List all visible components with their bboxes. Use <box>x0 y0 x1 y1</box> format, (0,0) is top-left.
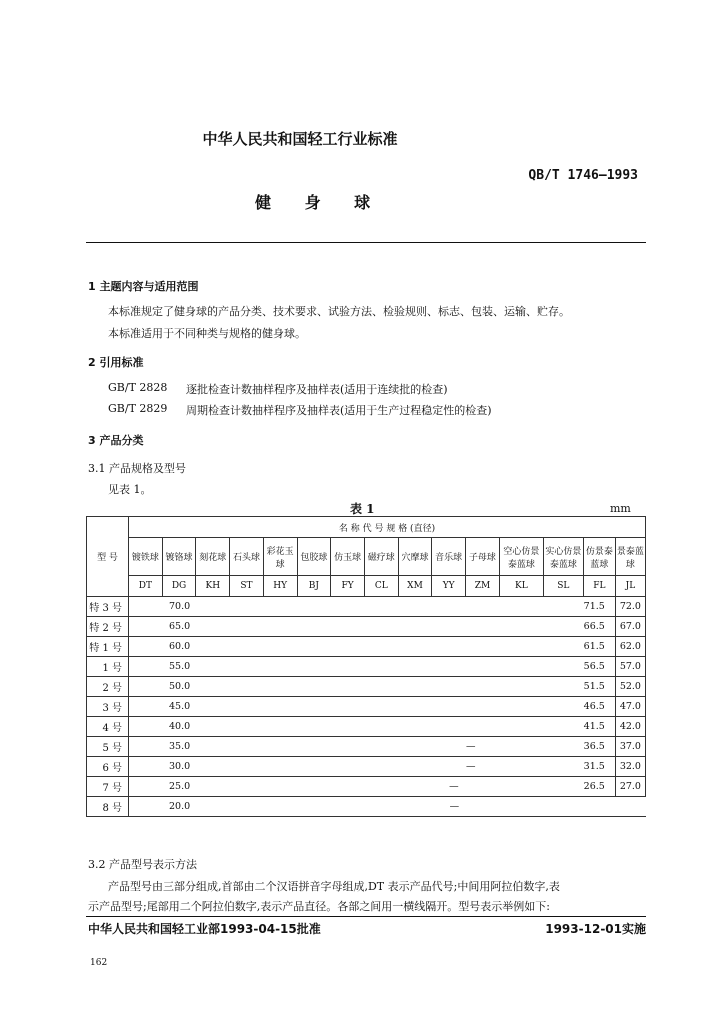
type-cell: 6 号 <box>87 757 129 777</box>
section-3-1-text: 见表 1。 <box>108 483 152 496</box>
not-applicable-cell: — <box>263 797 645 817</box>
table-row <box>87 637 646 657</box>
code-header: KL <box>499 576 543 597</box>
table-row <box>87 697 646 717</box>
sl-diameter-cell: 71.5 <box>543 597 615 617</box>
name-header: 磁疗球 <box>364 538 398 576</box>
jl-diameter-cell: 42.0 <box>615 717 645 737</box>
diameter-cell: 60.0 <box>129 637 544 657</box>
table-row <box>87 777 646 797</box>
sl-diameter-cell: 41.5 <box>543 717 615 737</box>
table-row <box>87 717 646 737</box>
diameter-cell: 65.0 <box>129 617 544 637</box>
name-header: 穴摩球 <box>398 538 432 576</box>
reference-title: 周期检查计数抽样程序及抽样表(适用于生产过程稳定性的检查) <box>186 404 492 417</box>
reference-code: GB/T 2828 <box>108 381 168 394</box>
name-header: 空心仿景泰蓝球 <box>499 538 543 576</box>
table-row <box>87 617 646 637</box>
section-3-heading: 3 产品分类 <box>88 434 144 447</box>
code-header: JL <box>615 576 645 597</box>
code-header: HY <box>263 576 297 597</box>
code-header: DG <box>162 576 196 597</box>
name-header: 子母球 <box>466 538 500 576</box>
section-1-line: 本标准规定了健身球的产品分类、技术要求、试验方法、检验规则、标志、包装、运输、贮存。 <box>108 305 570 318</box>
code-header: YY <box>432 576 466 597</box>
sl-diameter-cell: 31.5 <box>543 757 615 777</box>
code-header: BJ <box>297 576 331 597</box>
product-name: 健 身 球 <box>255 193 385 212</box>
code-header: XM <box>398 576 432 597</box>
type-cell: 4 号 <box>87 717 129 737</box>
sl-diameter-cell: 36.5 <box>543 737 615 757</box>
code-header: FY <box>331 576 365 597</box>
jl-diameter-cell: 52.0 <box>615 677 645 697</box>
code-header: ST <box>230 576 264 597</box>
reference-title: 逐批检查计数抽样程序及抽样表(适用于连续批的检查) <box>186 383 448 396</box>
code-header: SL <box>543 576 583 597</box>
table-row <box>87 597 646 617</box>
jl-diameter-cell: 27.0 <box>615 777 645 797</box>
table-caption: 表 1 <box>350 502 375 516</box>
table-row <box>87 757 646 777</box>
page-number: 162 <box>90 958 108 968</box>
jl-diameter-cell: 62.0 <box>615 637 645 657</box>
type-cell: 特 2 号 <box>87 617 129 637</box>
section-3-2-line: 产品型号由三部分组成,首部由二个汉语拼音字母组成,DT 表示产品代号;中间用阿拉伯数字,表 <box>108 880 560 893</box>
sl-diameter-cell: 46.5 <box>543 697 615 717</box>
spec-table <box>86 516 646 817</box>
name-header: 镀铁球 <box>129 538 163 576</box>
diameter-cell: 50.0 <box>129 677 544 697</box>
type-cell: 特 1 号 <box>87 637 129 657</box>
section-2-heading: 2 引用标准 <box>88 356 144 369</box>
table-row <box>87 797 646 817</box>
sl-diameter-cell: 56.5 <box>543 657 615 677</box>
code-header: DT <box>129 576 163 597</box>
standard-title: 中华人民共和国轻工行业标准 <box>202 130 398 148</box>
diameter-cell: 35.0 <box>129 737 399 757</box>
type-cell: 特 3 号 <box>87 597 129 617</box>
jl-diameter-cell: 72.0 <box>615 597 645 617</box>
jl-diameter-cell: 57.0 <box>615 657 645 677</box>
table-row <box>87 677 646 697</box>
diameter-cell: 30.0 <box>129 757 399 777</box>
name-header: 包胶球 <box>297 538 331 576</box>
section-3-2-line: 示产品型号;尾部用二个阿拉伯数字,表示产品直径。各部之间用一横线隔开。型号表示举例如下: <box>88 900 550 913</box>
not-applicable-cell <box>432 717 544 737</box>
section-1-line: 本标准适用于不同种类与规格的健身球。 <box>108 327 306 340</box>
diameter-cell: 40.0 <box>129 717 432 737</box>
section-3-1-heading: 3.1 产品规格及型号 <box>88 462 186 475</box>
sl-diameter-cell: 66.5 <box>543 617 615 637</box>
name-header: 彩花玉球 <box>263 538 297 576</box>
type-cell: 3 号 <box>87 697 129 717</box>
type-header: 型 号 <box>87 517 129 597</box>
table-row <box>87 737 646 757</box>
diameter-cell: 20.0 <box>129 797 264 817</box>
diameter-cell: 70.0 <box>129 597 544 617</box>
type-cell: 2 号 <box>87 677 129 697</box>
code-header: FL <box>583 576 615 597</box>
diameter-cell: 45.0 <box>129 697 544 717</box>
name-header: 仿玉球 <box>331 538 365 576</box>
sl-diameter-cell: 26.5 <box>543 777 615 797</box>
name-header: 石头球 <box>230 538 264 576</box>
header-rule <box>86 242 646 243</box>
name-header: 实心仿景泰蓝球 <box>543 538 583 576</box>
name-header: 景泰蓝球 <box>615 538 645 576</box>
name-header: 镀铬球 <box>162 538 196 576</box>
name-header: 刻花球 <box>196 538 230 576</box>
diameter-cell: 25.0 <box>129 777 365 797</box>
group-header: 名 称 代 号 规 格 (直径) <box>129 517 646 538</box>
name-header: 仿景泰蓝球 <box>583 538 615 576</box>
footer-rule <box>86 916 646 917</box>
code-header: CL <box>364 576 398 597</box>
code-header: KH <box>196 576 230 597</box>
table-unit: mm <box>610 502 631 515</box>
type-cell: 7 号 <box>87 777 129 797</box>
name-header: 音乐球 <box>432 538 466 576</box>
section-3-2-heading: 3.2 产品型号表示方法 <box>88 858 197 871</box>
jl-diameter-cell: 32.0 <box>615 757 645 777</box>
sl-diameter-cell: 51.5 <box>543 677 615 697</box>
approval-line: 中华人民共和国轻工业部1993-04-15批准 <box>88 922 321 936</box>
type-cell: 5 号 <box>87 737 129 757</box>
table-row <box>87 657 646 677</box>
effective-date: 1993-12-01实施 <box>545 922 646 936</box>
standard-code: QB/T 1746—1993 <box>528 168 638 183</box>
sl-diameter-cell: 61.5 <box>543 637 615 657</box>
not-applicable-cell: — <box>364 777 543 797</box>
code-header: ZM <box>466 576 500 597</box>
diameter-cell: 55.0 <box>129 657 544 677</box>
jl-diameter-cell: 37.0 <box>615 737 645 757</box>
jl-diameter-cell: 67.0 <box>615 617 645 637</box>
type-cell: 8 号 <box>87 797 129 817</box>
type-cell: 1 号 <box>87 657 129 677</box>
not-applicable-cell: — <box>398 737 543 757</box>
section-1-heading: 1 主题内容与适用范围 <box>88 280 199 293</box>
jl-diameter-cell: 47.0 <box>615 697 645 717</box>
not-applicable-cell: — <box>398 757 543 777</box>
reference-code: GB/T 2829 <box>108 402 168 415</box>
